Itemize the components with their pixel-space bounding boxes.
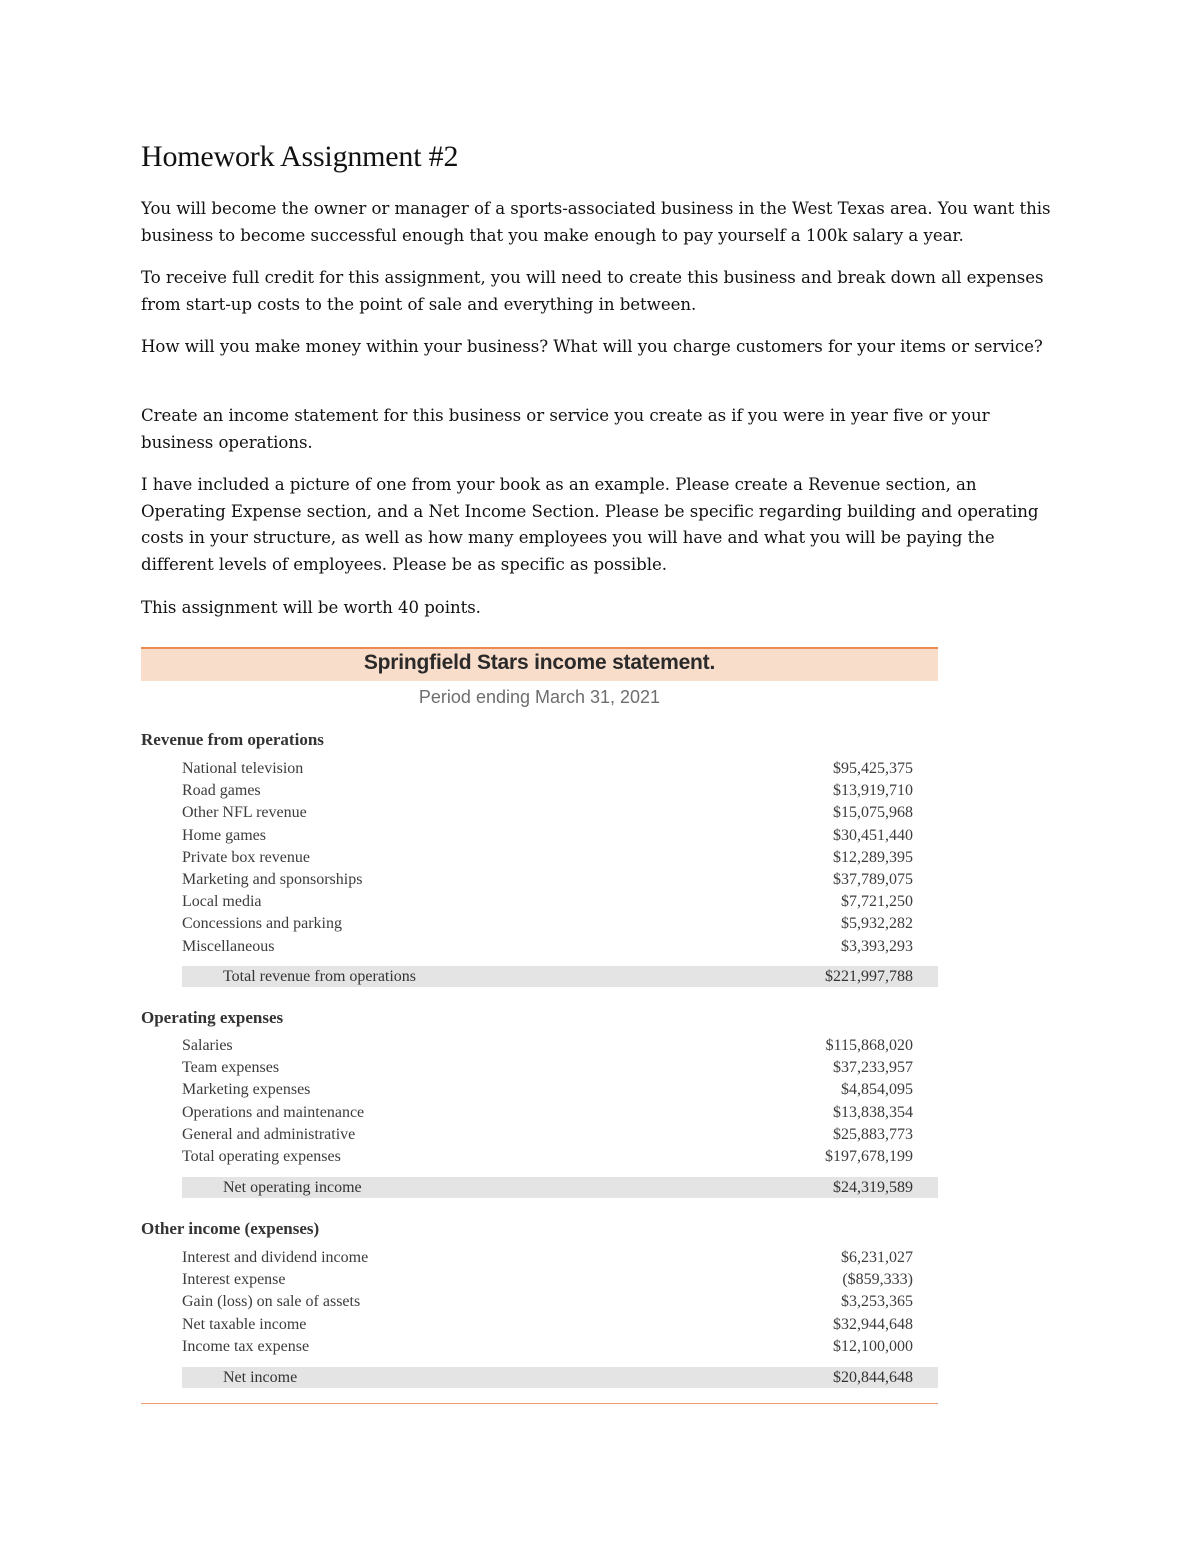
expense-row: [182, 1035, 913, 1057]
other-row: [182, 1247, 913, 1269]
row-label: Salaries: [182, 1037, 233, 1054]
row-amount: $12,100,000: [833, 1337, 913, 1355]
row-label: Total operating expenses: [182, 1147, 341, 1165]
paragraph-credit: To receive full credit for this assignment, you will need to create this business and break down all expenses from start-up costs to the point of sale and everything in between.: [141, 268, 1044, 314]
row-amount: $30,451,440: [833, 826, 913, 844]
row-label: Other NFL revenue: [182, 804, 307, 822]
operating-rows: [182, 1035, 913, 1168]
revenue-row: [182, 891, 913, 913]
row-amount: $15,075,968: [833, 804, 913, 822]
row-amount: $37,233,957: [833, 1059, 913, 1077]
row-amount: $115,868,020: [825, 1037, 913, 1054]
revenue-rows: [182, 758, 913, 958]
total-amount: $24,319,589: [833, 1178, 913, 1196]
revenue-row: [182, 913, 913, 935]
row-amount: $95,425,375: [833, 760, 913, 777]
other-income-heading: Other income (expenses): [141, 1219, 320, 1238]
row-label: Concessions and parking: [182, 915, 342, 933]
expense-row: [182, 1079, 913, 1101]
revenue-row: [182, 847, 913, 869]
other-row: [182, 1314, 913, 1336]
statement-period: Period ending March 31, 2021: [418, 687, 661, 707]
row-label: Private box revenue: [182, 848, 310, 866]
row-amount: $37,789,075: [833, 870, 913, 888]
row-amount: $5,932,282: [841, 915, 913, 933]
statement-title: Springfield Stars income statement.: [363, 651, 716, 674]
row-label: Gain (loss) on sale of assets: [182, 1293, 361, 1311]
row-label: Interest expense: [182, 1271, 286, 1289]
row-label: Marketing and sponsorships: [182, 870, 363, 888]
statement-bottom-rule: [141, 1403, 938, 1404]
total-label: Net operating income: [223, 1178, 362, 1196]
row-amount: $13,919,710: [833, 782, 913, 800]
other-row: [182, 1336, 913, 1358]
paragraph-points: This assignment will be worth 40 points.: [141, 598, 481, 617]
total-revenue-bar: [182, 966, 938, 987]
row-amount: $197,678,199: [825, 1147, 913, 1165]
revenue-row: [182, 936, 913, 958]
row-amount: $6,231,027: [841, 1249, 913, 1266]
other-row: [182, 1269, 913, 1291]
row-amount: $4,854,095: [841, 1081, 913, 1099]
row-amount: $25,883,773: [833, 1125, 913, 1143]
row-label: General and administrative: [182, 1125, 356, 1143]
total-label: Total revenue from operations: [223, 967, 417, 985]
row-label: National television: [182, 760, 304, 777]
row-amount: $3,393,293: [841, 937, 913, 955]
paragraph-intro: You will become the owner or manager of a sports-associated business in the West Texas area. You want this business to become successful enough that you make enough to pay yourself a 100k salary a year.: [141, 199, 1051, 245]
row-amount: $32,944,648: [833, 1315, 913, 1333]
row-label: Road games: [182, 782, 261, 800]
expense-row: [182, 1146, 913, 1168]
row-label: Marketing expenses: [182, 1081, 311, 1099]
net-operating-income-bar: [182, 1177, 938, 1198]
row-label: Home games: [182, 826, 266, 844]
revenue-row: [182, 825, 913, 847]
row-amount: $13,838,354: [833, 1103, 913, 1121]
revenue-row: [182, 780, 913, 802]
row-amount: ($859,333): [842, 1271, 913, 1289]
expense-row: [182, 1124, 913, 1146]
operating-expenses-heading: Operating expenses: [141, 1008, 284, 1027]
other-income-rows: [182, 1247, 913, 1358]
paragraph-income-statement: Create an income statement for this business or service you create as if you were in year five or your business operations.: [141, 406, 990, 452]
expense-row: [182, 1102, 913, 1124]
total-amount: $20,844,648: [833, 1368, 913, 1386]
page-title: Homework Assignment #2: [141, 140, 459, 173]
row-label: Income tax expense: [182, 1337, 310, 1355]
row-amount: $7,721,250: [841, 893, 913, 911]
revenue-heading: Revenue from operations: [141, 730, 324, 749]
row-label: Operations and maintenance: [182, 1103, 365, 1121]
expense-row: [182, 1057, 913, 1079]
revenue-row: [182, 869, 913, 891]
paragraph-instructions: I have included a picture of one from your book as an example. Please create a Revenue section, an Operating Expense section, and a Net Income Section. Please be specific regarding building and operating costs in your structure, as well as how many employees you will have and what you will be paying the different levels of employees. Please be as specific as possible.: [141, 475, 1039, 574]
row-label: Team expenses: [182, 1059, 280, 1077]
income-statement-figure: [141, 647, 938, 1407]
row-label: Local media: [182, 893, 262, 911]
paragraph-money: How will you make money within your business? What will you charge customers for your items or service?: [141, 337, 1043, 356]
revenue-row: [182, 758, 913, 780]
row-label: Interest and dividend income: [182, 1249, 369, 1266]
row-label: Net taxable income: [182, 1315, 307, 1333]
total-amount: $221,997,788: [825, 967, 913, 985]
row-label: Miscellaneous: [182, 937, 275, 955]
row-amount: $3,253,365: [841, 1293, 913, 1311]
revenue-row: [182, 802, 913, 824]
row-amount: $12,289,395: [833, 848, 913, 866]
total-label: Net income: [223, 1368, 298, 1386]
other-row: [182, 1291, 913, 1313]
net-income-bar: [182, 1367, 938, 1388]
